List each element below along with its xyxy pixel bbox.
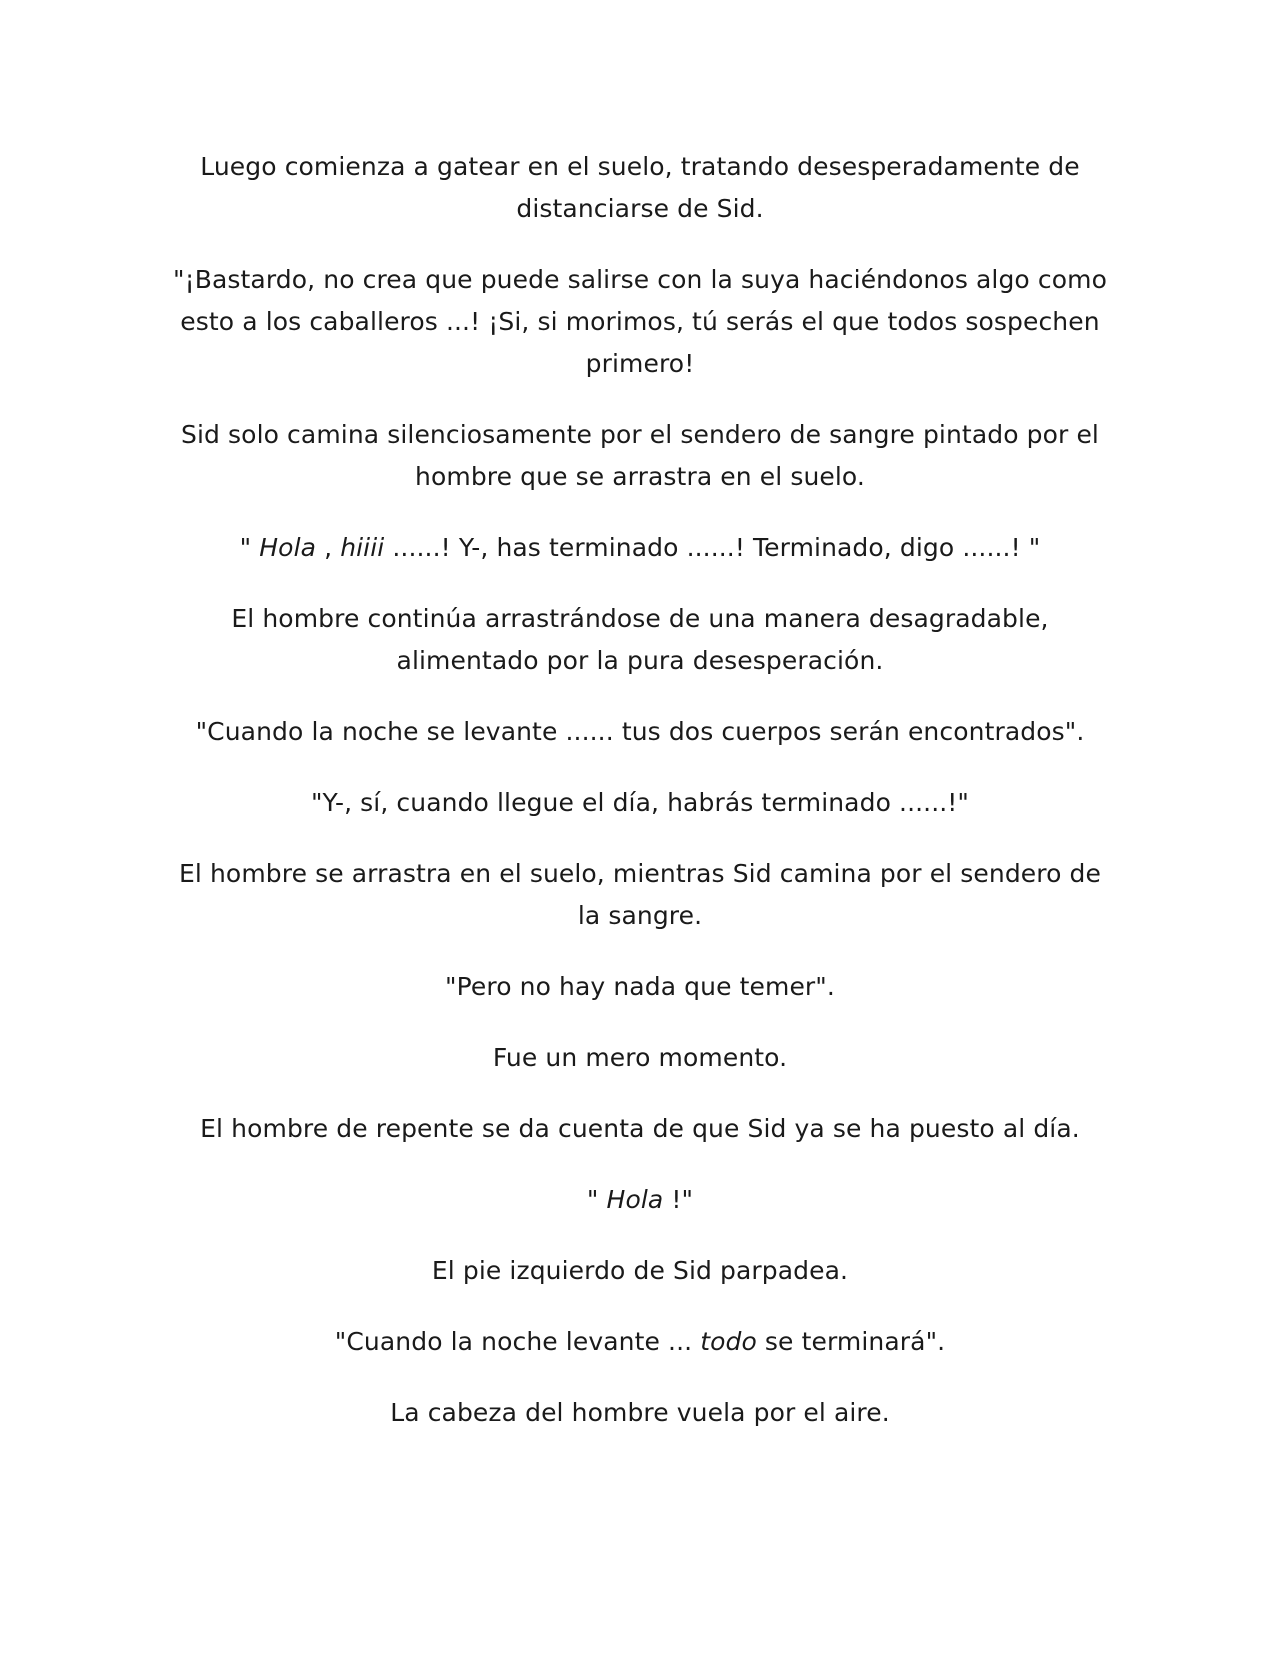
paragraph: La cabeza del hombre vuela por el aire. [390,1398,890,1427]
paragraph [170,1179,1110,1221]
document-body [170,146,1110,1463]
paragraph: El hombre continúa arrastrándose de una manera desagradable, alimentado por la pura desesperación. [231,604,1049,675]
paragraph: El hombre se arrastra en el suelo, mientras Sid camina por el sendero de la sangre. [178,859,1101,930]
paragraph: Luego comienza a gatear en el suelo, tratando desesperadamente de distanciarse de Sid. [200,152,1080,223]
paragraph: Fue un mero momento. [492,1043,788,1072]
paragraph: El pie izquierdo de Sid parpadea. [431,1256,849,1285]
paragraph: "¡Bastardo, no crea que puede salirse con la suya haciéndonos algo como esto a los caballeros ...! ¡Si, si morimos, tú serás el que todos sospechen primero! [173,265,1107,378]
paragraph: "Cuando la noche se levante ...... tus dos cuerpos serán encontrados". [195,717,1085,746]
paragraph: "Y-, sí, cuando llegue el día, habrás terminado ......!" [310,788,970,817]
paragraph [170,1321,1110,1363]
italic-text: todo [700,1327,757,1356]
text-run: ......! Y-, has terminado ......! Terminado, digo ......! " [384,533,1041,562]
paragraph: "Pero no hay nada que temer". [445,972,835,1001]
text-run: !" [663,1185,694,1214]
text-run: " [239,533,260,562]
text-run: "Cuando la noche levante ... [334,1327,701,1356]
italic-text: hiiii [340,533,385,562]
text-run: se terminará". [756,1327,946,1356]
italic-text: Hola [606,1185,664,1214]
italic-text: Hola [259,533,317,562]
paragraph: El hombre de repente se da cuenta de que Sid ya se ha puesto al día. [200,1114,1080,1143]
text-run: , [316,533,341,562]
paragraph [170,527,1110,569]
paragraph: Sid solo camina silenciosamente por el sendero de sangre pintado por el hombre que se arrastra en el suelo. [181,420,1099,491]
text-run: " [586,1185,607,1214]
